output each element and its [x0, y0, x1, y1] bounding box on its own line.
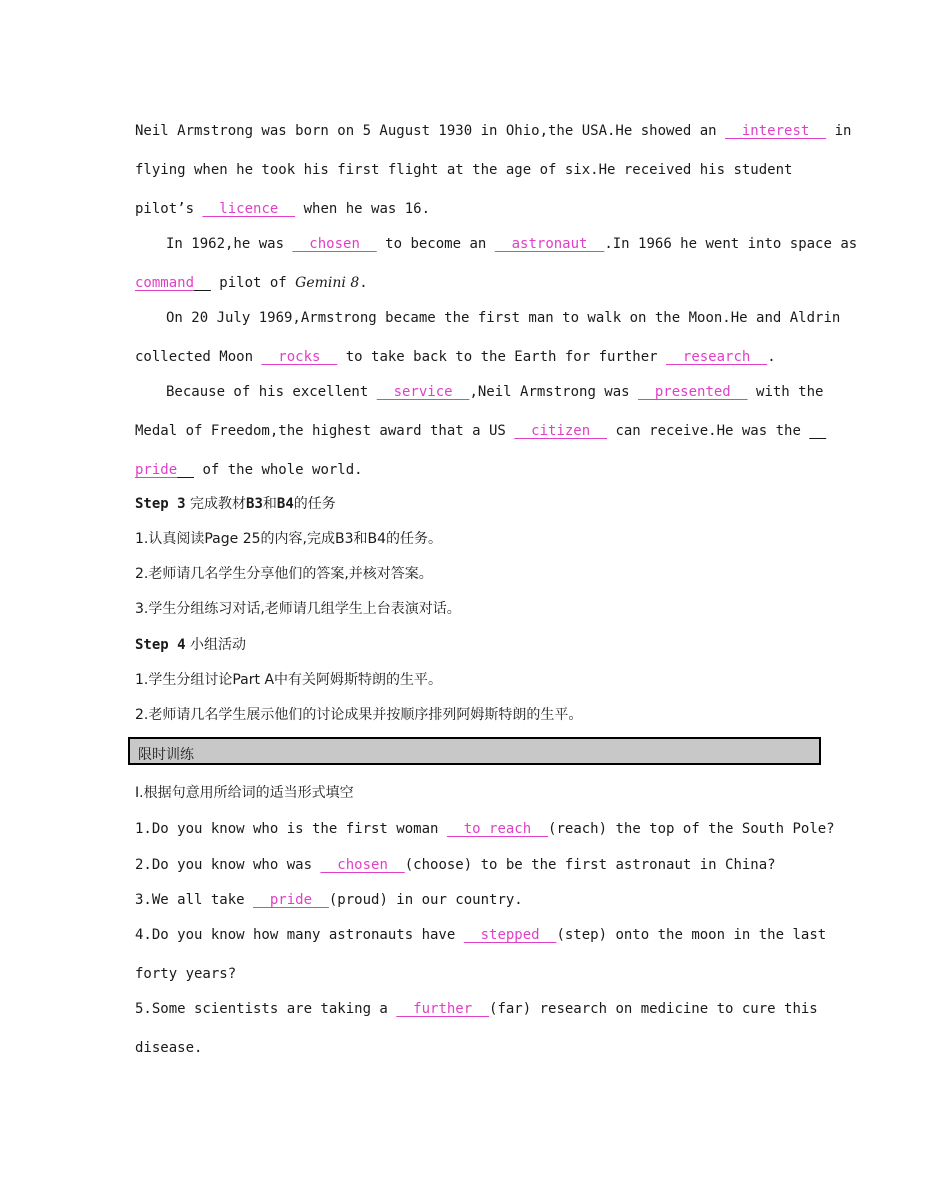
passage-line: In 1962,he was chosen to become an astronaut .In 1966 he went into space as: [166, 236, 858, 252]
step4-item: 2.老师请几名学生展示他们的讨论成果并按顺序排列阿姆斯特朗的生平。: [135, 707, 583, 723]
answer-blank: interest: [725, 123, 827, 139]
exercise-question-continued: forty years?: [135, 966, 237, 982]
answer-blank: citizen: [514, 423, 608, 439]
passage-line: pilot’s licence when he was 16.: [135, 201, 431, 217]
step3-item: 3.学生分组练习对话,老师请几组学生上台表演对话。: [135, 601, 461, 617]
passage-line: Because of his excellent service ,Neil Armstrong was presented with the: [166, 384, 824, 400]
exercise-question: 5.Some scientists are taking a further (far) research on medicine to cure this: [135, 1001, 818, 1017]
answer-blank: chosen: [292, 236, 377, 252]
spacecraft-name: Gemini 8: [295, 275, 360, 291]
passage-line: Neil Armstrong was born on 5 August 1930 in Ohio,the USA.He showed an interest in: [135, 123, 852, 139]
passage-line: pride of the whole world.: [135, 462, 363, 478]
exercise-question: 2.Do you know who was chosen (choose) to be the first astronaut in China?: [135, 857, 776, 873]
answer-blank: licence: [202, 201, 296, 217]
answer-blank: research: [666, 349, 768, 365]
step4-heading: Step 4 小组活动: [135, 637, 247, 653]
answer-blank: command: [135, 275, 195, 291]
answer-blank: service: [376, 384, 470, 400]
answer-blank: presented: [638, 384, 748, 400]
passage-line: flying when he took his first flight at the age of six.He received his student: [135, 162, 793, 178]
exercise-section-title: Ⅰ.根据句意用所给词的适当形式填空: [135, 785, 354, 801]
answer-blank: further: [396, 1001, 490, 1017]
exercise-question: 3.We all take pride (proud) in our country.: [135, 892, 523, 908]
answer-blank: astronaut: [494, 236, 605, 252]
passage-line: On 20 July 1969,Armstrong became the first man to walk on the Moon.He and Aldrin: [166, 310, 841, 326]
step3-item: 1.认真阅读Page 25的内容,完成B3和B4的任务。: [135, 531, 442, 547]
step4-item: 1.学生分组讨论Part A中有关阿姆斯特朗的生平。: [135, 672, 443, 688]
passage-line: collected Moon rocks to take back to the Earth for further research .: [135, 349, 776, 365]
timed-training-header-box: [128, 737, 821, 765]
answer-blank: rocks: [261, 349, 338, 365]
exercise-question: 1.Do you know who is the first woman to reach (reach) the top of the South Pole?: [135, 821, 835, 837]
answer-blank: chosen: [320, 857, 405, 873]
passage-line: command pilot of Gemini 8.: [135, 275, 368, 291]
step3-heading: Step 3 完成教材B3和B4的任务: [135, 496, 336, 512]
answer-blank: pride: [253, 892, 329, 908]
step3-item: 2.老师请几名学生分享他们的答案,并核对答案。: [135, 566, 433, 582]
exercise-question-continued: disease.: [135, 1040, 203, 1056]
exercise-question: 4.Do you know how many astronauts have stepped (step) onto the moon in the last: [135, 927, 827, 943]
answer-blank: stepped: [463, 927, 557, 943]
passage-line: Medal of Freedom,the highest award that a US citizen can receive.He was the: [135, 423, 810, 439]
timed-training-label: 限时训练: [138, 747, 194, 763]
answer-blank: pride: [135, 462, 178, 478]
answer-blank: to reach: [446, 821, 549, 837]
